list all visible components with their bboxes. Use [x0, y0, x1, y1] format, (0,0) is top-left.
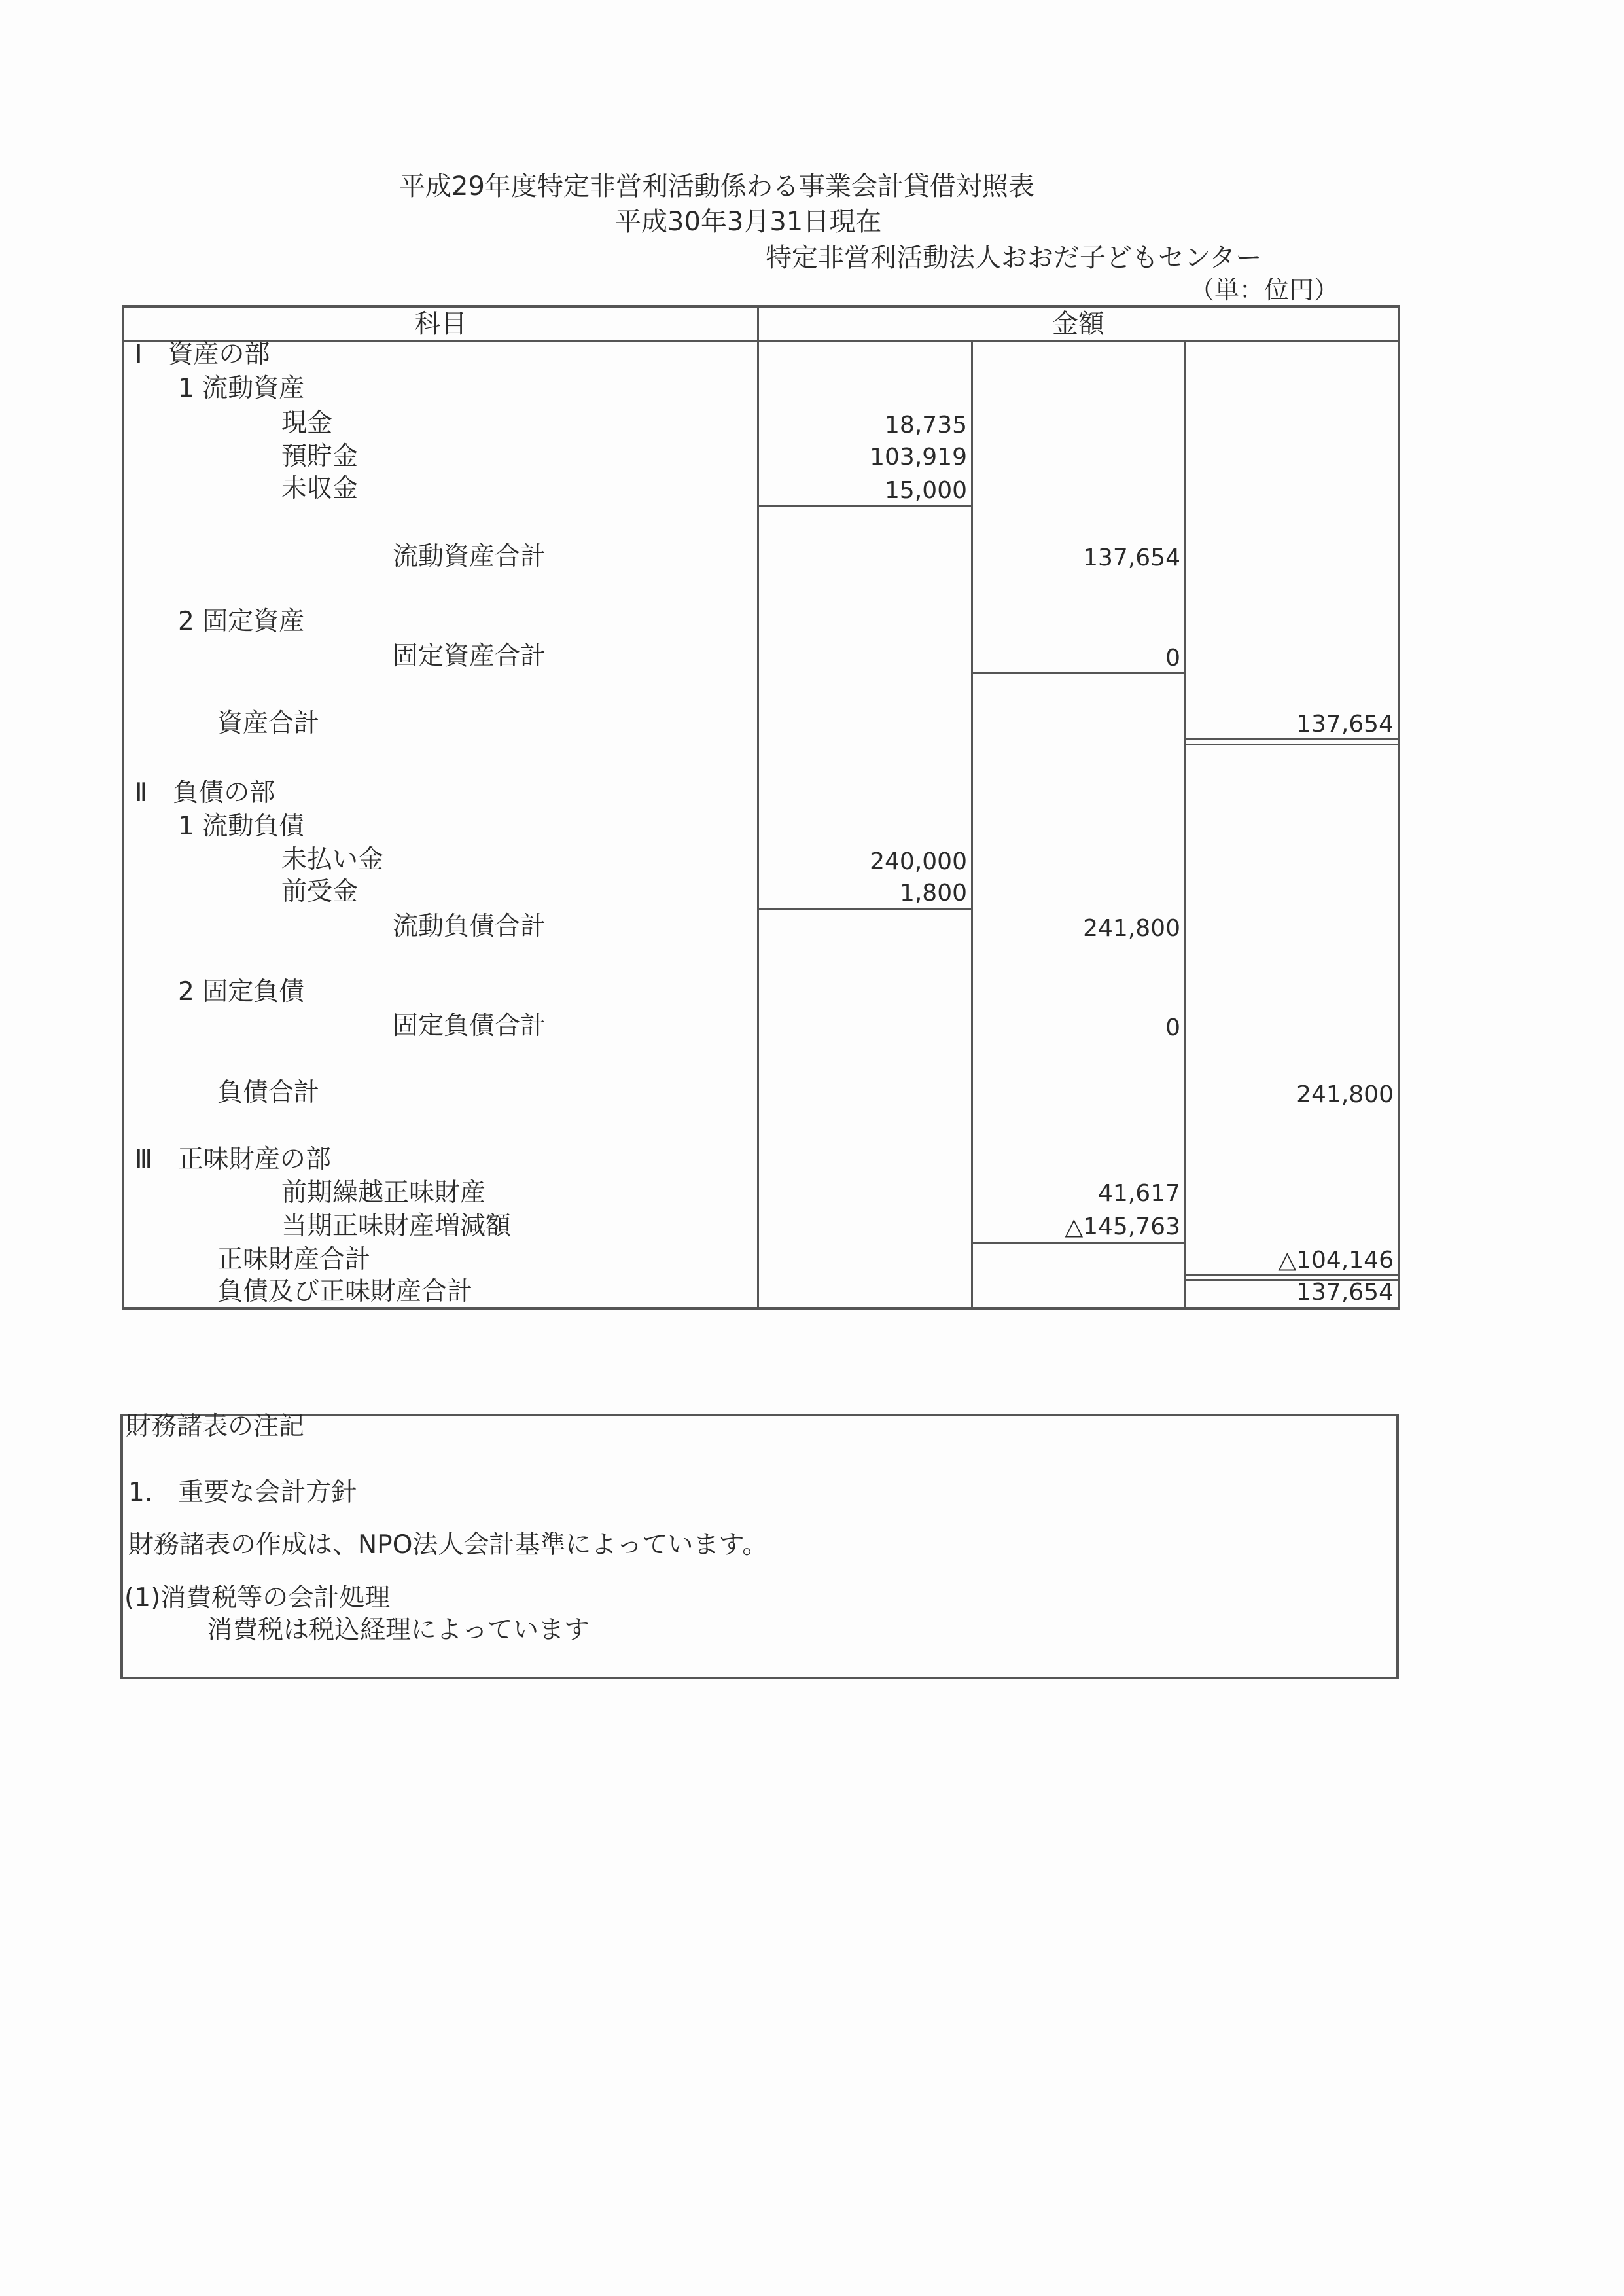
payables-value: 240,000 — [870, 848, 967, 875]
prior-net-assets-value: 41,617 — [1098, 1180, 1180, 1207]
fixed-liabilities-total-label: 固定負債合計 — [393, 1011, 546, 1041]
unit-label: （単：位円） — [1190, 276, 1339, 304]
receivables-value: 15,000 — [885, 477, 967, 504]
notes-sub-1: (1)消費税等の会計処理 — [124, 1583, 391, 1613]
net-assets-total-label: 正味財産合計 — [217, 1245, 371, 1274]
fixed-liabilities-label: 2 固定負債 — [178, 977, 305, 1007]
net-change-label: 当期正味財産増減額 — [281, 1211, 512, 1241]
net-assets-total-value: △104,146 — [1278, 1247, 1394, 1274]
document-title: 平成29年度特定非営利活動係わる事業会計貸借対照表 — [399, 171, 1034, 202]
notes-item-1: 1. 重要な会計方針 — [128, 1478, 357, 1507]
cash-value: 18,735 — [885, 412, 967, 439]
assets-total-value: 137,654 — [1296, 711, 1394, 738]
current-liabilities-label: 1 流動負債 — [178, 812, 305, 841]
fixed-assets-total-label: 固定資産合計 — [393, 641, 546, 671]
current-assets-total-value: 137,654 — [1083, 545, 1180, 571]
fixed-assets-total-value: 0 — [1165, 645, 1180, 672]
payables-label: 未払い金 — [281, 845, 384, 874]
liabilities-and-net-total-label: 負債及び正味財産合計 — [217, 1277, 473, 1306]
assets-total-label: 資産合計 — [217, 709, 320, 738]
deposits-label: 預貯金 — [281, 442, 359, 471]
section-net-assets: Ⅲ 正味財産の部 — [135, 1145, 331, 1174]
liabilities-total-label: 負債合計 — [217, 1078, 320, 1107]
liabilities-and-net-total-value: 137,654 — [1296, 1279, 1394, 1306]
current-liabilities-total-label: 流動負債合計 — [393, 912, 546, 941]
fixed-liabilities-total-value: 0 — [1165, 1014, 1180, 1041]
column-header-amount: 金額 — [1052, 309, 1104, 339]
liabilities-total-value: 241,800 — [1296, 1081, 1394, 1108]
notes-sub-1-text: 消費税は税込経理によっています — [207, 1615, 590, 1645]
net-change-value: △145,763 — [1065, 1213, 1180, 1240]
report-date: 平成30年3月31日現在 — [615, 207, 882, 237]
advances-value: 1,800 — [899, 880, 967, 906]
organization-name: 特定非営利活動法人おおだ子どもセンター — [766, 243, 1262, 273]
current-liabilities-total-value: 241,800 — [1083, 915, 1180, 942]
cash-label: 現金 — [281, 408, 333, 438]
current-assets-label: 1 流動資産 — [178, 374, 305, 403]
notes-policy-text: 財務諸表の作成は、NPO法人会計基準によっています。 — [128, 1530, 768, 1560]
section-liabilities: Ⅱ 負債の部 — [135, 778, 275, 808]
current-assets-total-label: 流動資産合計 — [393, 542, 546, 571]
column-header-subject: 科目 — [414, 309, 467, 339]
notes-heading: 財務諸表の注記 — [126, 1412, 305, 1441]
receivables-label: 未収金 — [281, 474, 359, 503]
fixed-assets-label: 2 固定資産 — [178, 607, 305, 636]
deposits-value: 103,919 — [870, 444, 967, 471]
prior-net-assets-label: 前期繰越正味財産 — [281, 1178, 486, 1208]
advances-label: 前受金 — [281, 877, 359, 906]
section-assets: Ⅰ 資産の部 — [135, 340, 270, 369]
